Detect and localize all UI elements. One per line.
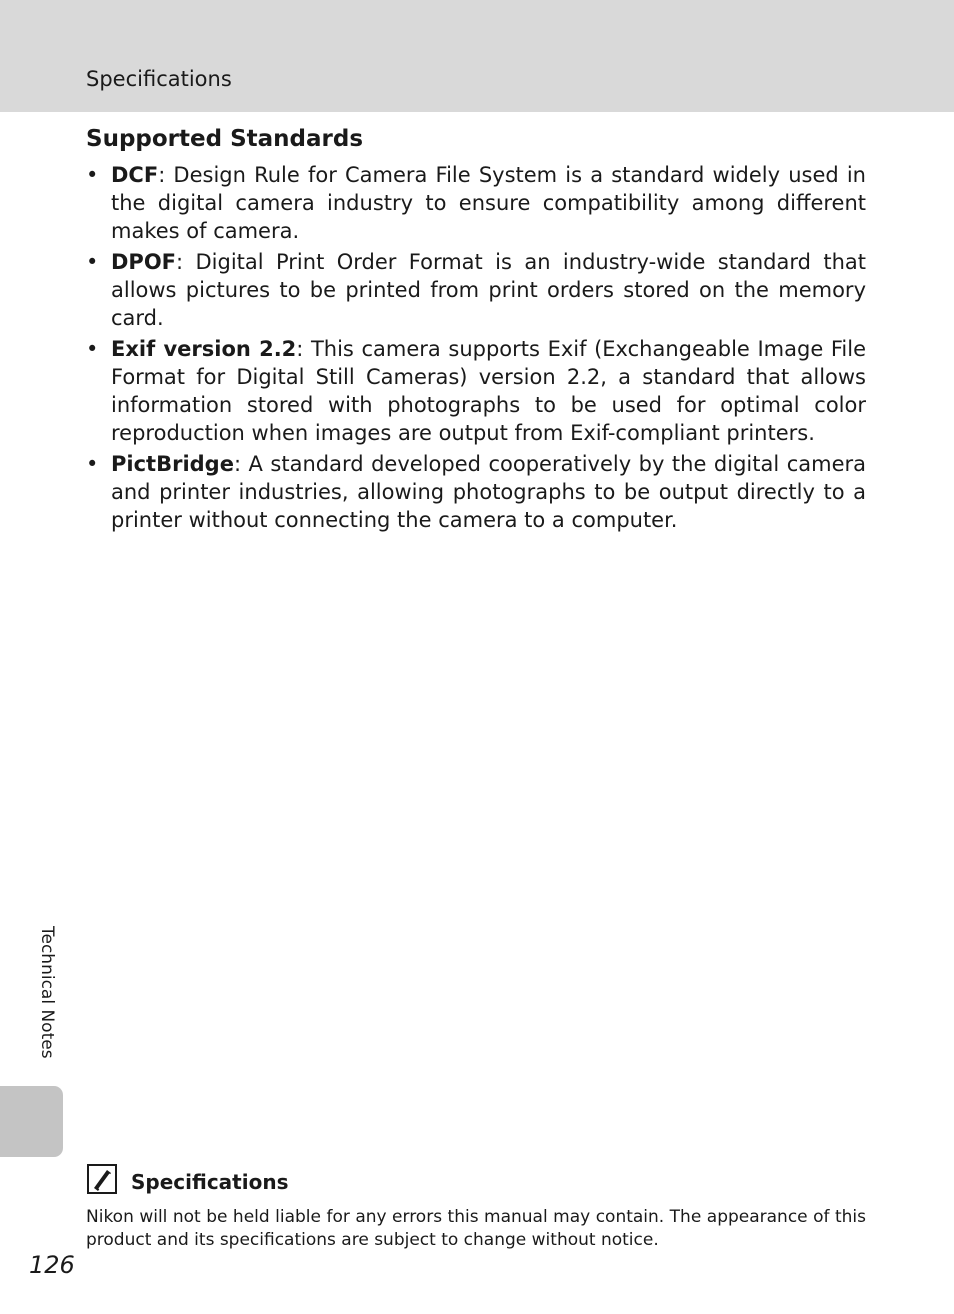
running-header-title: Specifications — [86, 67, 232, 91]
standard-term: DCF — [111, 163, 159, 187]
standards-list — [86, 161, 866, 537]
standard-description: : This camera supports Exif (Exchangeable Image File Format for Digital Still Cameras) version 2.2, a standard that allows information stored with photographs to be used for optimal color reproduction when images are output from Exif-compliant printers. — [111, 337, 866, 445]
list-item — [86, 450, 866, 534]
list-item — [86, 161, 866, 245]
standard-description: : A standard developed cooperatively by the digital camera and printer industries, allowing photographs to be output directly to a printer without connecting the camera to a computer. — [111, 452, 866, 532]
standard-term: PictBridge — [111, 452, 234, 476]
bullet-icon: • — [86, 452, 99, 476]
standard-term: DPOF — [111, 250, 177, 274]
page-number: 126 — [29, 1251, 75, 1279]
standard-description: : Design Rule for Camera File System is a standard widely used in the digital camera industry to ensure compatibility among different makes of camera. — [111, 163, 866, 243]
section-title: Supported Standards — [86, 126, 364, 152]
side-tab-label: Technical Notes — [37, 926, 57, 1059]
list-item — [86, 248, 866, 332]
bullet-icon: • — [86, 163, 99, 187]
header-band — [0, 0, 954, 112]
note-title: Specifications — [131, 1170, 289, 1194]
bullet-icon: • — [86, 250, 99, 274]
bullet-icon: • — [86, 337, 99, 361]
side-tab-marker — [0, 1086, 63, 1157]
pencil-note-icon — [87, 1164, 117, 1194]
standard-description: : Digital Print Order Format is an industry-wide standard that allows pictures to be printed from print orders stored on the memory card. — [111, 250, 866, 330]
list-item — [86, 335, 866, 447]
standard-term: Exif version 2.2 — [111, 337, 297, 361]
note-body: Nikon will not be held liable for any errors this manual may contain. The appearance of this product and its specifications are subject to change without notice. — [86, 1207, 866, 1250]
